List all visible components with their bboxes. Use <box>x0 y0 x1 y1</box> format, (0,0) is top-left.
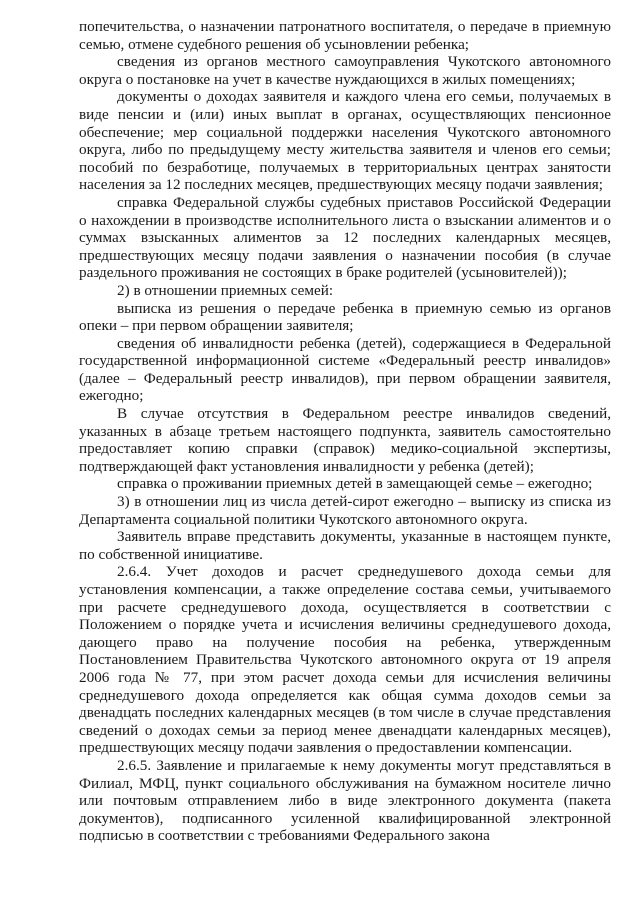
paragraph-11: Заявитель вправе представить документы, указанные в настоящем пункте, по собственной инициативе. <box>79 528 611 563</box>
paragraph-6: выписка из решения о передаче ребенка в приемную семью из органов опеки – при первом обращении заявителя; <box>79 299 611 335</box>
paragraph-10: 3) в отношении лиц из числа детей-сирот ежегодно – выписку из списка из Департамента социальной политики Чукотского автономного округа. <box>79 493 611 528</box>
paragraph-1: попечительства, о назначении патронатного воспитателя, о передаче в приемную семью, отмене судебного решения об усыновлении ребенка; <box>79 18 611 53</box>
paragraph-4: справка Федеральной службы судебных приставов Российской Федерации о нахождении в производстве исполнительного листа о взыскании алиментов и о суммах взысканных алиментов за 12 последних календарных месяцев, предшествующих месяцу подачи заявления о назначении пособия (в случае раздельного проживания не состоящих в браке родителей (усыновителей)); <box>79 193 611 282</box>
paragraph-5: 2) в отношении приемных семей: <box>117 281 334 299</box>
paragraph-12: 2.6.4. Учет доходов и расчет среднедушевого дохода семьи для установления компенсации, а также определение состава семьи, учитываемого при расчете среднедушевого дохода, осуществляется в соответствии с Положением о порядке учета и исчисления величины среднедушевого дохода, дающего право на получение пособия на ребенка, утвержденным Постановлением Правительства Чукотского автономного округа от 19 апреля 2006 года № 77, при этом расчет дохода семьи для исчисления величины среднедушевого дохода определяется как общая сумма доходов семьи за двенадцать последних календарных месяцев (в том числе в случае представления сведений о доходах семьи за период менее двенадцати календарных месяцев), предшествующих месяцу подачи заявления о предоставлении компенсации. <box>79 563 611 757</box>
paragraph-7: сведения об инвалидности ребенка (детей), содержащиеся в Федеральной государственной информационной системе «Федеральный реестр инвалидов» (далее – Федеральный реестр инвалидов), при первом обращении заявителя, ежегодно; <box>79 334 611 405</box>
paragraph-3: документы о доходах заявителя и каждого члена его семьи, получаемых в виде пенсии и (или) иных выплат в органах, осуществляющих пенсионное обеспечение; мер социальной поддержки населения Чукотского автономного округа, либо по предыдущему месту жительства заявителя и членов его семьи; пособий по безработице, получаемых в территориальных центрах занятости населения за 12 последних месяцев, предшествующих месяцу подачи заявления; <box>79 88 611 194</box>
paragraph-2: сведения из органов местного самоуправления Чукотского автономного округа о постановке на учет в качестве нуждающихся в жилых помещениях; <box>79 53 611 88</box>
paragraph-8: В случае отсутствия в Федеральном реестре инвалидов сведений, указанных в абзаце третьем настоящего подпункта, заявитель самостоятельно предоставляет копию справки (справок) медико-социальной экспертизы, подтверждающей факт установления инвалидности у ребенка (детей); <box>79 405 611 475</box>
paragraph-9: справка о проживании приемных детей в замещающей семье – ежегодно; <box>117 475 593 493</box>
paragraph-13: 2.6.5. Заявление и прилагаемые к нему документы могут представляться в Филиал, МФЦ, пункт социального обслуживания на бумажном носителе лично или почтовым отправлением либо в виде электронного документа (пакета документов), подписанного усиленной квалифицированной электронной подписью в соответствии с требованиями Федерального закона <box>79 756 611 845</box>
